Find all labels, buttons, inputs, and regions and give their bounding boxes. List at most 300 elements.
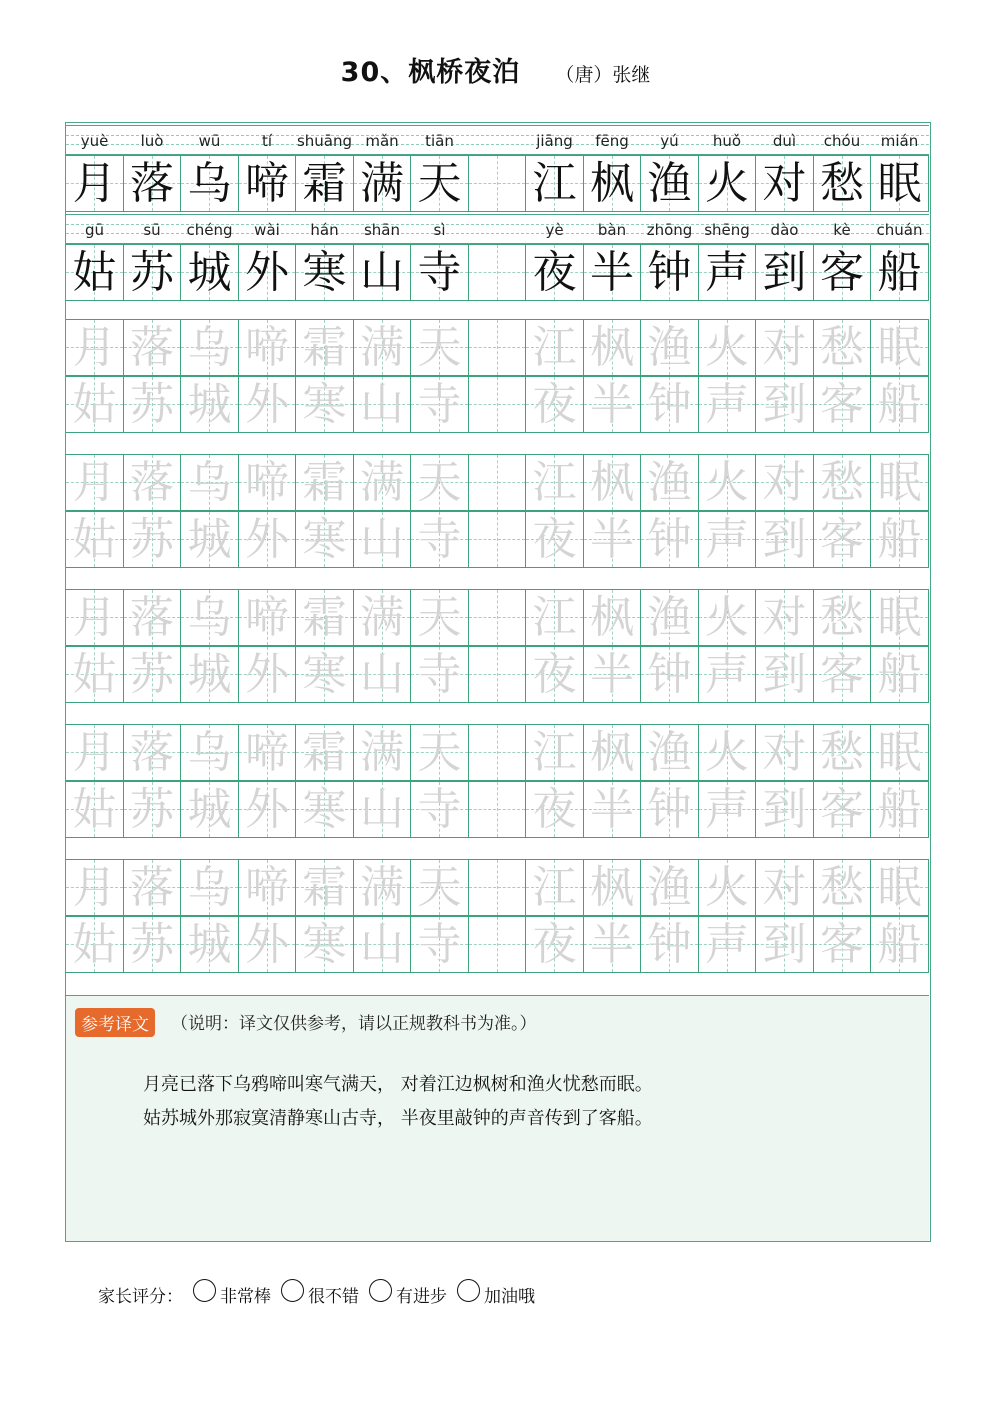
poem-author: （唐）张继 bbox=[555, 64, 651, 86]
tracing-character: 寺 bbox=[417, 784, 462, 835]
tracing-character: 乌 bbox=[187, 592, 232, 643]
writing-cell[interactable] bbox=[124, 917, 182, 972]
writing-cell[interactable] bbox=[814, 377, 872, 432]
rating-checkbox-1[interactable] bbox=[281, 1279, 304, 1302]
writing-cell[interactable] bbox=[756, 590, 814, 645]
tracing-character: 外 bbox=[245, 919, 289, 970]
poem-character: 愁 bbox=[820, 158, 864, 209]
writing-cell[interactable] bbox=[239, 512, 297, 567]
tracing-character: 城 bbox=[187, 784, 232, 835]
writing-cell[interactable] bbox=[124, 647, 182, 702]
writing-cell[interactable] bbox=[66, 647, 124, 702]
writing-cell[interactable] bbox=[584, 377, 642, 432]
writing-cell[interactable] bbox=[814, 156, 872, 211]
tracing-character: 寒 bbox=[302, 784, 347, 835]
tracing-character: 霜 bbox=[302, 322, 347, 373]
writing-cell[interactable] bbox=[66, 455, 124, 510]
tracing-character: 落 bbox=[130, 457, 174, 508]
writing-cell[interactable] bbox=[699, 455, 757, 510]
writing-cell[interactable] bbox=[871, 782, 929, 837]
tracing-character: 客 bbox=[820, 514, 864, 565]
tracing-character: 月 bbox=[72, 862, 117, 913]
poem-character: 啼 bbox=[245, 158, 289, 209]
tracing-character: 钟 bbox=[647, 649, 692, 700]
tracing-character: 霜 bbox=[302, 727, 347, 778]
writing-cell[interactable] bbox=[526, 512, 584, 567]
writing-cell[interactable] bbox=[526, 377, 584, 432]
writing-cell[interactable] bbox=[641, 782, 699, 837]
writing-cell[interactable] bbox=[641, 725, 699, 780]
reference-translation-box bbox=[66, 995, 929, 1241]
tracing-character: 船 bbox=[877, 649, 922, 700]
writing-cell[interactable] bbox=[239, 245, 297, 300]
tracing-character: 苏 bbox=[130, 379, 174, 430]
writing-cell[interactable] bbox=[124, 860, 182, 915]
writing-cell[interactable] bbox=[871, 245, 929, 300]
poem-character: 声 bbox=[705, 247, 749, 298]
tracing-character: 月 bbox=[72, 457, 117, 508]
pinyin-syllable: chéng bbox=[186, 221, 233, 239]
tracing-character: 天 bbox=[417, 322, 462, 373]
writing-cell[interactable] bbox=[871, 647, 929, 702]
writing-cell[interactable] bbox=[239, 725, 297, 780]
tracing-character: 啼 bbox=[245, 727, 289, 778]
character-row bbox=[66, 155, 929, 212]
writing-cell[interactable] bbox=[584, 455, 642, 510]
writing-cell[interactable] bbox=[871, 512, 929, 567]
tracing-character: 夜 bbox=[532, 919, 577, 970]
writing-cell[interactable] bbox=[296, 725, 354, 780]
tracing-character: 火 bbox=[705, 592, 749, 643]
writing-cell[interactable] bbox=[239, 156, 297, 211]
writing-cell[interactable] bbox=[699, 320, 757, 375]
writing-cell[interactable] bbox=[354, 455, 412, 510]
writing-cell[interactable] bbox=[411, 245, 469, 300]
writing-cell[interactable] bbox=[411, 917, 469, 972]
tracing-character: 外 bbox=[245, 514, 289, 565]
writing-cell[interactable] bbox=[641, 512, 699, 567]
rating-checkbox-3[interactable] bbox=[457, 1279, 480, 1302]
pinyin-row bbox=[66, 214, 929, 244]
writing-cell[interactable] bbox=[411, 647, 469, 702]
writing-cell[interactable] bbox=[469, 455, 527, 510]
pinyin-syllable: chóu bbox=[823, 132, 861, 150]
pinyin-syllable: shēng bbox=[704, 221, 750, 239]
writing-cell[interactable] bbox=[871, 320, 929, 375]
writing-cell[interactable] bbox=[296, 245, 354, 300]
writing-cell[interactable] bbox=[871, 590, 929, 645]
tracing-character: 客 bbox=[820, 919, 864, 970]
writing-cell[interactable] bbox=[469, 725, 527, 780]
writing-cell[interactable] bbox=[699, 245, 757, 300]
writing-cell[interactable] bbox=[641, 377, 699, 432]
tracing-character: 夜 bbox=[532, 514, 577, 565]
pinyin-syllable: yè bbox=[545, 221, 564, 239]
writing-cell[interactable] bbox=[699, 860, 757, 915]
writing-cell[interactable] bbox=[239, 590, 297, 645]
writing-cell[interactable] bbox=[526, 455, 584, 510]
tracing-character: 江 bbox=[532, 457, 577, 508]
writing-cell[interactable] bbox=[756, 455, 814, 510]
tracing-row bbox=[66, 376, 929, 433]
tracing-character: 落 bbox=[130, 727, 174, 778]
tracing-row bbox=[66, 319, 929, 376]
writing-cell[interactable] bbox=[871, 455, 929, 510]
writing-cell[interactable] bbox=[699, 590, 757, 645]
writing-cell[interactable] bbox=[469, 377, 527, 432]
writing-cell[interactable] bbox=[756, 725, 814, 780]
writing-cell[interactable] bbox=[871, 156, 929, 211]
writing-cell[interactable] bbox=[296, 156, 354, 211]
poem-character: 霜 bbox=[302, 158, 347, 209]
tracing-character: 啼 bbox=[245, 862, 289, 913]
writing-cell[interactable] bbox=[296, 455, 354, 510]
writing-cell[interactable] bbox=[239, 377, 297, 432]
writing-cell[interactable] bbox=[526, 782, 584, 837]
writing-cell[interactable] bbox=[756, 782, 814, 837]
writing-cell[interactable] bbox=[584, 917, 642, 972]
writing-cell[interactable] bbox=[699, 647, 757, 702]
writing-cell[interactable] bbox=[584, 320, 642, 375]
writing-cell[interactable] bbox=[469, 917, 527, 972]
tracing-character: 枫 bbox=[590, 862, 634, 913]
writing-cell[interactable] bbox=[641, 647, 699, 702]
writing-cell[interactable] bbox=[181, 917, 239, 972]
rating-label: 家长评分： bbox=[98, 1287, 183, 1307]
tracing-character: 客 bbox=[820, 379, 864, 430]
tracing-row bbox=[66, 724, 929, 781]
poem-character: 姑 bbox=[72, 247, 117, 298]
tracing-character: 客 bbox=[820, 784, 864, 835]
writing-cell[interactable] bbox=[641, 156, 699, 211]
writing-cell[interactable] bbox=[871, 725, 929, 780]
writing-cell[interactable] bbox=[124, 245, 182, 300]
writing-cell[interactable] bbox=[66, 725, 124, 780]
writing-cell[interactable] bbox=[239, 782, 297, 837]
writing-cell[interactable] bbox=[584, 860, 642, 915]
writing-cell[interactable] bbox=[411, 512, 469, 567]
parent-rating bbox=[98, 1282, 535, 1307]
writing-cell[interactable] bbox=[641, 860, 699, 915]
writing-cell[interactable] bbox=[181, 377, 239, 432]
writing-cell[interactable] bbox=[526, 245, 584, 300]
writing-cell[interactable] bbox=[641, 455, 699, 510]
tracing-character: 愁 bbox=[820, 322, 864, 373]
tracing-character: 半 bbox=[590, 649, 634, 700]
writing-cell[interactable] bbox=[756, 917, 814, 972]
writing-cell[interactable] bbox=[699, 512, 757, 567]
writing-cell[interactable] bbox=[124, 156, 182, 211]
poem-character: 满 bbox=[360, 158, 404, 209]
writing-cell[interactable] bbox=[469, 647, 527, 702]
writing-cell[interactable] bbox=[411, 782, 469, 837]
poem-character: 天 bbox=[417, 158, 462, 209]
writing-cell[interactable] bbox=[181, 455, 239, 510]
writing-cell[interactable] bbox=[354, 782, 412, 837]
writing-cell[interactable] bbox=[469, 156, 527, 211]
writing-cell[interactable] bbox=[411, 725, 469, 780]
writing-cell[interactable] bbox=[354, 860, 412, 915]
writing-cell[interactable] bbox=[584, 512, 642, 567]
tracing-character: 渔 bbox=[647, 727, 692, 778]
tracing-character: 客 bbox=[820, 649, 864, 700]
writing-cell[interactable] bbox=[814, 917, 872, 972]
tracing-character: 外 bbox=[245, 784, 289, 835]
writing-cell[interactable] bbox=[814, 512, 872, 567]
writing-cell[interactable] bbox=[354, 647, 412, 702]
writing-cell[interactable] bbox=[641, 917, 699, 972]
writing-cell[interactable] bbox=[296, 782, 354, 837]
poem-character: 枫 bbox=[590, 158, 634, 209]
writing-cell[interactable] bbox=[814, 455, 872, 510]
writing-cell[interactable] bbox=[296, 860, 354, 915]
pinyin-syllable: dào bbox=[770, 221, 799, 239]
writing-cell[interactable] bbox=[181, 590, 239, 645]
writing-cell[interactable] bbox=[871, 917, 929, 972]
writing-cell[interactable] bbox=[756, 156, 814, 211]
writing-cell[interactable] bbox=[756, 245, 814, 300]
writing-cell[interactable] bbox=[814, 725, 872, 780]
tracing-character: 钟 bbox=[647, 514, 692, 565]
tracing-row bbox=[66, 511, 929, 568]
writing-cell[interactable] bbox=[699, 156, 757, 211]
writing-cell[interactable] bbox=[239, 455, 297, 510]
pinyin-syllable: gū bbox=[84, 221, 105, 239]
tracing-character: 姑 bbox=[72, 514, 117, 565]
writing-cell[interactable] bbox=[354, 377, 412, 432]
tracing-character: 山 bbox=[360, 784, 404, 835]
writing-cell[interactable] bbox=[584, 590, 642, 645]
writing-cell[interactable] bbox=[66, 377, 124, 432]
writing-cell[interactable] bbox=[699, 917, 757, 972]
writing-cell[interactable] bbox=[469, 860, 527, 915]
tracing-character: 江 bbox=[532, 727, 577, 778]
writing-cell[interactable] bbox=[871, 377, 929, 432]
tracing-character: 渔 bbox=[647, 592, 692, 643]
writing-cell[interactable] bbox=[756, 647, 814, 702]
writing-cell[interactable] bbox=[181, 860, 239, 915]
tracing-character: 满 bbox=[360, 457, 404, 508]
writing-cell[interactable] bbox=[526, 917, 584, 972]
poem-character: 火 bbox=[705, 158, 749, 209]
tracing-character: 霜 bbox=[302, 457, 347, 508]
writing-cell[interactable] bbox=[756, 512, 814, 567]
writing-cell[interactable] bbox=[181, 782, 239, 837]
tracing-character: 寺 bbox=[417, 919, 462, 970]
writing-cell[interactable] bbox=[354, 512, 412, 567]
writing-cell[interactable] bbox=[814, 320, 872, 375]
writing-cell[interactable] bbox=[354, 917, 412, 972]
tracing-character: 城 bbox=[187, 919, 232, 970]
writing-cell[interactable] bbox=[124, 377, 182, 432]
writing-cell[interactable] bbox=[66, 245, 124, 300]
writing-cell[interactable] bbox=[239, 917, 297, 972]
tracing-character: 满 bbox=[360, 727, 404, 778]
tracing-character: 到 bbox=[762, 379, 807, 430]
writing-cell[interactable] bbox=[469, 590, 527, 645]
tracing-character: 月 bbox=[72, 727, 117, 778]
writing-cell[interactable] bbox=[526, 156, 584, 211]
pinyin-syllable: bàn bbox=[597, 221, 627, 239]
tracing-character: 姑 bbox=[72, 784, 117, 835]
poem-character: 对 bbox=[762, 158, 807, 209]
writing-cell[interactable] bbox=[66, 782, 124, 837]
writing-cell[interactable] bbox=[354, 156, 412, 211]
rating-checkbox-0[interactable] bbox=[193, 1279, 216, 1302]
writing-cell[interactable] bbox=[469, 320, 527, 375]
poem-character: 外 bbox=[245, 247, 289, 298]
tracing-character: 愁 bbox=[820, 727, 864, 778]
tracing-character: 钟 bbox=[647, 379, 692, 430]
writing-cell[interactable] bbox=[181, 725, 239, 780]
writing-cell[interactable] bbox=[239, 320, 297, 375]
pinyin-syllable: kè bbox=[833, 221, 851, 239]
writing-cell[interactable] bbox=[584, 245, 642, 300]
poem-character: 钟 bbox=[647, 247, 692, 298]
writing-cell[interactable] bbox=[814, 647, 872, 702]
writing-cell[interactable] bbox=[124, 725, 182, 780]
writing-cell[interactable] bbox=[181, 512, 239, 567]
poem-character: 眠 bbox=[877, 158, 922, 209]
writing-cell[interactable] bbox=[756, 860, 814, 915]
tracing-character: 满 bbox=[360, 862, 404, 913]
writing-cell[interactable] bbox=[354, 320, 412, 375]
tracing-character: 乌 bbox=[187, 457, 232, 508]
poem-character: 夜 bbox=[532, 247, 577, 298]
writing-cell[interactable] bbox=[124, 590, 182, 645]
tracing-character: 对 bbox=[762, 592, 807, 643]
pinyin-syllable: zhōng bbox=[646, 221, 693, 239]
pinyin-syllable: mián bbox=[880, 132, 919, 150]
writing-cell[interactable] bbox=[239, 860, 297, 915]
tracing-character: 满 bbox=[360, 322, 404, 373]
writing-cell[interactable] bbox=[66, 512, 124, 567]
tracing-character: 乌 bbox=[187, 727, 232, 778]
tracing-character: 寺 bbox=[417, 649, 462, 700]
writing-cell[interactable] bbox=[354, 245, 412, 300]
writing-cell[interactable] bbox=[411, 156, 469, 211]
poem-character: 到 bbox=[762, 247, 807, 298]
rating-checkbox-2[interactable] bbox=[369, 1279, 392, 1302]
writing-cell[interactable] bbox=[469, 512, 527, 567]
writing-cell[interactable] bbox=[871, 860, 929, 915]
tracing-character: 外 bbox=[245, 379, 289, 430]
pinyin-syllable: shān bbox=[363, 221, 401, 239]
writing-cell[interactable] bbox=[584, 647, 642, 702]
writing-cell[interactable] bbox=[66, 917, 124, 972]
writing-cell[interactable] bbox=[181, 320, 239, 375]
writing-cell[interactable] bbox=[584, 725, 642, 780]
tracing-character: 声 bbox=[705, 919, 749, 970]
reference-note: （说明：译文仅供参考，请以正规教科书为准。） bbox=[171, 1014, 537, 1034]
writing-cell[interactable] bbox=[584, 782, 642, 837]
writing-cell[interactable] bbox=[124, 512, 182, 567]
writing-cell[interactable] bbox=[526, 320, 584, 375]
tracing-character: 寒 bbox=[302, 919, 347, 970]
poem-character: 寺 bbox=[417, 247, 462, 298]
writing-cell[interactable] bbox=[124, 455, 182, 510]
writing-cell[interactable] bbox=[411, 590, 469, 645]
writing-cell[interactable] bbox=[641, 245, 699, 300]
pinyin-syllable: mǎn bbox=[365, 132, 399, 150]
tracing-character: 姑 bbox=[72, 919, 117, 970]
writing-cell[interactable] bbox=[584, 156, 642, 211]
writing-cell[interactable] bbox=[354, 725, 412, 780]
writing-cell[interactable] bbox=[411, 377, 469, 432]
pinyin-syllable: hán bbox=[310, 221, 339, 239]
writing-cell[interactable] bbox=[469, 245, 527, 300]
writing-cell[interactable] bbox=[239, 647, 297, 702]
tracing-character: 钟 bbox=[647, 784, 692, 835]
writing-cell[interactable] bbox=[699, 377, 757, 432]
writing-cell[interactable] bbox=[699, 725, 757, 780]
writing-cell[interactable] bbox=[124, 782, 182, 837]
pinyin-syllable: tiān bbox=[425, 132, 454, 150]
writing-cell[interactable] bbox=[411, 455, 469, 510]
tracing-character: 渔 bbox=[647, 322, 692, 373]
tracing-character: 城 bbox=[187, 379, 232, 430]
tracing-character: 眠 bbox=[877, 592, 922, 643]
writing-cell[interactable] bbox=[411, 860, 469, 915]
tracing-character: 枫 bbox=[590, 457, 634, 508]
writing-cell[interactable] bbox=[296, 590, 354, 645]
writing-cell[interactable] bbox=[699, 782, 757, 837]
writing-cell[interactable] bbox=[411, 320, 469, 375]
tracing-character: 渔 bbox=[647, 457, 692, 508]
writing-cell[interactable] bbox=[124, 320, 182, 375]
tracing-character: 夜 bbox=[532, 784, 577, 835]
writing-cell[interactable] bbox=[469, 782, 527, 837]
writing-cell[interactable] bbox=[526, 860, 584, 915]
writing-cell[interactable] bbox=[181, 156, 239, 211]
tracing-character: 对 bbox=[762, 727, 807, 778]
tracing-character: 船 bbox=[877, 919, 922, 970]
writing-cell[interactable] bbox=[66, 590, 124, 645]
writing-cell[interactable] bbox=[66, 860, 124, 915]
writing-cell[interactable] bbox=[66, 156, 124, 211]
tracing-character: 苏 bbox=[130, 514, 174, 565]
tracing-row bbox=[66, 781, 929, 838]
writing-cell[interactable] bbox=[354, 590, 412, 645]
writing-cell[interactable] bbox=[526, 647, 584, 702]
tracing-row bbox=[66, 859, 929, 916]
writing-cell[interactable] bbox=[814, 782, 872, 837]
pinyin-syllable: duì bbox=[772, 132, 797, 150]
tracing-character: 苏 bbox=[130, 649, 174, 700]
writing-cell[interactable] bbox=[526, 725, 584, 780]
writing-cell[interactable] bbox=[181, 245, 239, 300]
writing-cell[interactable] bbox=[181, 647, 239, 702]
writing-cell[interactable] bbox=[814, 245, 872, 300]
writing-cell[interactable] bbox=[526, 590, 584, 645]
writing-cell[interactable] bbox=[296, 647, 354, 702]
writing-cell[interactable] bbox=[296, 512, 354, 567]
writing-cell[interactable] bbox=[641, 590, 699, 645]
writing-cell[interactable] bbox=[66, 320, 124, 375]
tracing-character: 霜 bbox=[302, 862, 347, 913]
writing-cell[interactable] bbox=[296, 917, 354, 972]
writing-cell[interactable] bbox=[756, 320, 814, 375]
writing-cell[interactable] bbox=[756, 377, 814, 432]
page-title bbox=[0, 50, 991, 90]
writing-cell[interactable] bbox=[814, 590, 872, 645]
writing-cell[interactable] bbox=[641, 320, 699, 375]
writing-cell[interactable] bbox=[296, 320, 354, 375]
tracing-row bbox=[66, 589, 929, 646]
writing-cell[interactable] bbox=[814, 860, 872, 915]
writing-cell[interactable] bbox=[296, 377, 354, 432]
tracing-character: 寺 bbox=[417, 379, 462, 430]
